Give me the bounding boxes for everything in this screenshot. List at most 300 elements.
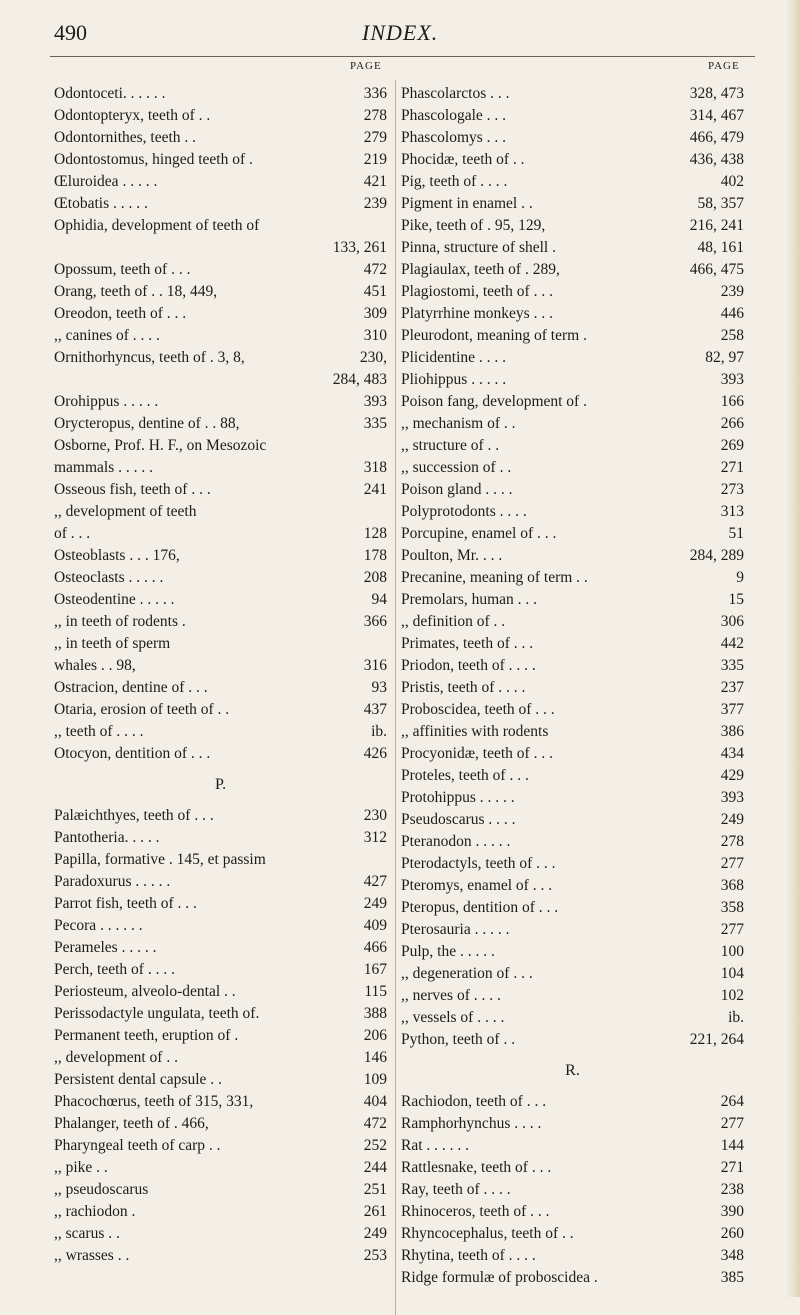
index-pages: 348 (718, 1245, 744, 1267)
index-entry (401, 1157, 744, 1179)
index-entry (54, 567, 387, 589)
index-pages: 230, (357, 347, 387, 369)
index-pages: 472 (361, 1113, 387, 1135)
index-pages: 437 (361, 699, 387, 721)
index-term: Orycteropus, dentine of . . 88, (54, 415, 240, 432)
index-pages: 253 (361, 1245, 387, 1267)
index-pages: 102 (718, 985, 744, 1007)
index-pages: 429 (718, 765, 744, 787)
index-entry (54, 827, 387, 849)
index-term: Ornithorhyncus, teeth of . 3, 8, (54, 349, 245, 366)
index-term: Pulp, the . . . . . (401, 943, 495, 960)
left-o-entries (54, 83, 387, 765)
index-pages: 388 (361, 1003, 387, 1025)
index-pages: 206 (361, 1025, 387, 1047)
index-term: Permanent teeth, eruption of . (54, 1027, 239, 1044)
index-term: Rhyncocephalus, teeth of . . (401, 1225, 574, 1242)
index-pages: 100 (718, 941, 744, 963)
index-entry (401, 1091, 744, 1113)
index-entry (401, 501, 744, 523)
index-term: ,, affinities with rodents (401, 723, 549, 740)
index-pages: 313 (718, 501, 744, 523)
index-pages: 466, 475 (687, 259, 744, 281)
index-pages: 260 (718, 1223, 744, 1245)
index-entry (401, 1179, 744, 1201)
index-entry (54, 435, 387, 457)
page-edge-shadow (786, 0, 800, 1297)
index-entry (401, 677, 744, 699)
index-term: Ridge formulæ of proboscidea . (401, 1269, 598, 1286)
index-term: Paradoxurus . . . . . (54, 873, 171, 890)
index-term: Ramphorhynchus . . . . (401, 1115, 542, 1132)
index-entry (401, 479, 744, 501)
index-pages: 366 (361, 611, 387, 633)
index-entry (401, 435, 744, 457)
index-pages: 273 (718, 479, 744, 501)
index-entry (54, 743, 387, 765)
index-entry (54, 479, 387, 501)
index-entry (54, 105, 387, 127)
index-term: Phascolarctos . . . (401, 85, 510, 102)
index-term: Rattlesnake, teeth of . . . (401, 1159, 552, 1176)
index-entry (401, 567, 744, 589)
index-entry (401, 369, 744, 391)
index-entry (54, 1201, 387, 1223)
index-term: Osseous fish, teeth of . . . (54, 481, 211, 498)
index-entry (54, 699, 387, 721)
index-entry (54, 959, 387, 981)
index-term: Otocyon, dentition of . . . (54, 745, 211, 762)
index-entry (401, 875, 744, 897)
index-pages: 48, 161 (695, 237, 745, 259)
index-pages: 393 (718, 369, 744, 391)
index-pages: 318 (361, 457, 387, 479)
section-heading-p: P. (214, 776, 227, 793)
index-pages: 466, 479 (687, 127, 744, 149)
index-entry (54, 655, 387, 677)
index-entry (401, 1245, 744, 1267)
index-term: Pig, teeth of . . . . (401, 173, 508, 190)
index-entry (401, 237, 744, 259)
index-pages: 15 (726, 589, 745, 611)
index-pages: 427 (361, 871, 387, 893)
index-entry (401, 149, 744, 171)
index-pages: 358 (718, 897, 744, 919)
index-term: Pleurodont, meaning of term . (401, 327, 587, 344)
index-term: Primates, teeth of . . . (401, 635, 534, 652)
index-term: Pterosauria . . . . . (401, 921, 510, 938)
index-entry (54, 523, 387, 545)
index-entry (401, 215, 744, 237)
index-pages: 219 (361, 149, 387, 171)
index-pages: 385 (718, 1267, 744, 1289)
index-pages: 409 (361, 915, 387, 937)
index-pages: 93 (369, 677, 388, 699)
index-pages: 166 (718, 391, 744, 413)
index-term: Odontornithes, teeth . . (54, 129, 197, 146)
index-term: of . . . (54, 525, 91, 542)
index-pages: 133, 261 (330, 237, 387, 259)
index-pages: 9 (733, 567, 744, 589)
index-term: Œtobatis . . . . . (54, 195, 148, 212)
index-term: ,, wrasses . . (54, 1247, 130, 1264)
index-term: Odontopteryx, teeth of . . (54, 107, 211, 124)
index-term: Plicidentine . . . . (401, 349, 507, 366)
index-entry (401, 1029, 744, 1051)
index-term: Otaria, erosion of teeth of . . (54, 701, 230, 718)
index-entry (54, 127, 387, 149)
index-pages: 216, 241 (687, 215, 744, 237)
index-term: ,, mechanism of . . (401, 415, 516, 432)
index-term: Pristis, teeth of . . . . (401, 679, 526, 696)
index-pages: 284, 289 (687, 545, 744, 567)
index-entry (54, 1003, 387, 1025)
index-pages: 269 (718, 435, 744, 457)
index-pages: 312 (361, 827, 387, 849)
index-pages: 241 (361, 479, 387, 501)
index-entry (401, 611, 744, 633)
index-entry (54, 1223, 387, 1245)
index-entry (401, 1201, 744, 1223)
index-term: Ophidia, development of teeth of (54, 217, 260, 234)
index-pages: 446 (718, 303, 744, 325)
index-pages: 278 (361, 105, 387, 127)
index-term: Proteles, teeth of . . . (401, 767, 529, 784)
index-term: Oreodon, teeth of . . . (54, 305, 187, 322)
index-pages: 393 (718, 787, 744, 809)
index-entry (401, 325, 744, 347)
index-entry (401, 699, 744, 721)
index-term: Pteromys, enamel of . . . (401, 877, 553, 894)
index-term: Orang, teeth of . . 18, 449, (54, 283, 218, 300)
index-term: Poulton, Mr. . . . (401, 547, 503, 564)
index-entry (401, 83, 744, 105)
index-pages: 128 (361, 523, 387, 545)
index-pages: 58, 357 (695, 193, 745, 215)
index-entry (401, 765, 744, 787)
right-r-entries (401, 1091, 744, 1289)
index-term: ,, structure of . . (401, 437, 500, 454)
index-pages: 393 (361, 391, 387, 413)
index-entry (401, 127, 744, 149)
index-pages: 328, 473 (687, 83, 744, 105)
index-entry (54, 849, 387, 871)
right-column (401, 83, 744, 1289)
index-pages: 271 (718, 1157, 744, 1179)
index-entry (401, 391, 744, 413)
index-entry (54, 721, 387, 743)
index-term: Procyonidæ, teeth of . . . (401, 745, 553, 762)
index-term: Odontoceti. . . . . . (54, 85, 166, 102)
index-term: Priodon, teeth of . . . . (401, 657, 536, 674)
index-term: Rat . . . . . . (401, 1137, 470, 1154)
index-pages: 426 (361, 743, 387, 765)
index-entry (54, 193, 387, 215)
index-entry (401, 721, 744, 743)
index-entry (401, 985, 744, 1007)
index-entry (54, 1135, 387, 1157)
index-term: Palæichthyes, teeth of . . . (54, 807, 214, 824)
index-pages: 277 (718, 853, 744, 875)
index-entry (401, 633, 744, 655)
index-entry (54, 1091, 387, 1113)
index-pages: 336 (361, 83, 387, 105)
index-entry (54, 915, 387, 937)
index-pages: 466 (361, 937, 387, 959)
index-term: Osteodentine . . . . . (54, 591, 175, 608)
index-pages: 306 (718, 611, 744, 633)
index-entry (54, 1025, 387, 1047)
index-entry (54, 611, 387, 633)
index-term: Pharyngeal teeth of carp . . (54, 1137, 221, 1154)
index-term: Perameles . . . . . (54, 939, 157, 956)
index-term: ,, degeneration of . . . (401, 965, 533, 982)
index-term: ,, rachiodon . (54, 1203, 136, 1220)
index-pages: 239 (361, 193, 387, 215)
index-term: Perissodactyle ungulata, teeth of. (54, 1005, 260, 1022)
index-pages: 271 (718, 457, 744, 479)
index-entry (54, 545, 387, 567)
index-entry (54, 633, 387, 655)
index-entry (401, 281, 744, 303)
index-term: Plagiaulax, teeth of . 289, (401, 261, 560, 278)
index-pages: 237 (718, 677, 744, 699)
index-pages: 249 (718, 809, 744, 831)
index-term: Œluroidea . . . . . (54, 173, 158, 190)
index-entry (54, 303, 387, 325)
index-term: Osteoclasts . . . . . (54, 569, 164, 586)
index-term: Pteropus, dentition of . . . (401, 899, 559, 916)
right-column-page-heading: PAGE (708, 60, 740, 72)
index-entry (401, 655, 744, 677)
index-term: ,, nerves of . . . . (401, 987, 501, 1004)
index-pages: 278 (718, 831, 744, 853)
index-term: Pterodactyls, teeth of . . . (401, 855, 556, 872)
index-term: Pteranodon . . . . . (401, 833, 511, 850)
index-entry (401, 787, 744, 809)
index-entry (54, 83, 387, 105)
index-pages: 402 (718, 171, 744, 193)
index-entry (54, 325, 387, 347)
index-pages: 386 (718, 721, 744, 743)
index-term: ,, pseudoscarus (54, 1181, 149, 1198)
index-pages: 261 (361, 1201, 387, 1223)
left-p-entries (54, 805, 387, 1267)
index-entry (54, 1245, 387, 1267)
index-pages: 249 (361, 893, 387, 915)
index-pages: 264 (718, 1091, 744, 1113)
index-entry (54, 501, 387, 523)
index-pages: 82, 97 (702, 347, 744, 369)
index-entry (401, 831, 744, 853)
section-heading-r: R. (565, 1062, 580, 1079)
index-pages: 238 (718, 1179, 744, 1201)
index-entry (54, 413, 387, 435)
index-pages: 277 (718, 919, 744, 941)
index-pages: 178 (361, 545, 387, 567)
index-term: Pike, teeth of . 95, 129, (401, 217, 546, 234)
index-pages: 434 (718, 743, 744, 765)
index-pages: 167 (361, 959, 387, 981)
index-entry (54, 893, 387, 915)
index-term: Perch, teeth of . . . . (54, 961, 175, 978)
index-entry (401, 743, 744, 765)
index-term: ,, in teeth of sperm (54, 635, 171, 652)
index-entry (401, 413, 744, 435)
index-pages: 279 (361, 127, 387, 149)
index-term: Opossum, teeth of . . . (54, 261, 191, 278)
index-pages: 335 (361, 413, 387, 435)
index-term: Protohippus . . . . . (401, 789, 515, 806)
index-entry (54, 369, 387, 391)
index-pages: 335 (718, 655, 744, 677)
index-term: ,, canines of . . . . (54, 327, 160, 344)
index-pages: 316 (361, 655, 387, 677)
index-term: Platyrrhine monkeys . . . (401, 305, 553, 322)
index-term: Pantotheria. . . . . (54, 829, 160, 846)
index-pages: 368 (718, 875, 744, 897)
column-divider (395, 80, 396, 1315)
index-pages: 144 (718, 1135, 744, 1157)
index-term: Periosteum, alveolo-dental . . (54, 983, 236, 1000)
index-entry (401, 523, 744, 545)
index-term: Osborne, Prof. H. F., on Mesozoic (54, 437, 267, 454)
index-entry (401, 963, 744, 985)
index-pages: 310 (361, 325, 387, 347)
index-term: Python, teeth of . . (401, 1031, 516, 1048)
index-entry (401, 809, 744, 831)
index-term: Porcupine, enamel of . . . (401, 525, 557, 542)
index-term: ,, in teeth of rodents . (54, 613, 186, 630)
index-pages: 472 (361, 259, 387, 281)
index-pages: 309 (361, 303, 387, 325)
index-term: whales . . 98, (54, 657, 136, 674)
index-pages: 421 (361, 171, 387, 193)
index-pages: 252 (361, 1135, 387, 1157)
index-pages: 266 (718, 413, 744, 435)
index-entry (54, 391, 387, 413)
index-entry (401, 303, 744, 325)
index-pages: 390 (718, 1201, 744, 1223)
index-term: Ostracion, dentine of . . . (54, 679, 208, 696)
index-pages: 451 (361, 281, 387, 303)
index-pages: 51 (726, 523, 745, 545)
index-entry (54, 981, 387, 1003)
index-entry (401, 259, 744, 281)
index-entry (401, 347, 744, 369)
index-entry (401, 853, 744, 875)
index-term: Pigment in enamel . . (401, 195, 533, 212)
index-term: Odontostomus, hinged teeth of . (54, 151, 253, 168)
index-pages: 277 (718, 1113, 744, 1135)
index-pages: 377 (718, 699, 744, 721)
index-term: Orohippus . . . . . (54, 393, 159, 410)
index-entry (401, 941, 744, 963)
index-entry (54, 171, 387, 193)
index-term: Pecora . . . . . . (54, 917, 143, 934)
index-term: Poison fang, development of . (401, 393, 587, 410)
index-term: ,, succession of . . (401, 459, 512, 476)
left-column-page-heading: PAGE (350, 60, 382, 72)
index-term: Osteoblasts . . . 176, (54, 547, 180, 564)
index-pages: ib. (368, 721, 387, 743)
left-column (54, 83, 387, 1267)
index-pages: 221, 264 (687, 1029, 744, 1051)
index-term: ,, teeth of . . . . (54, 723, 144, 740)
index-pages: 115 (361, 981, 387, 1003)
index-pages: 94 (369, 589, 388, 611)
index-term: ,, development of . . (54, 1049, 178, 1066)
index-term: Poison gland . . . . (401, 481, 513, 498)
index-term: Phalanger, teeth of . 466, (54, 1115, 209, 1132)
index-term: Phascolomys . . . (401, 129, 507, 146)
index-term: Polyprotodonts . . . . (401, 503, 527, 520)
index-pages: 230 (361, 805, 387, 827)
index-entry (401, 589, 744, 611)
index-entry (54, 1113, 387, 1135)
index-term: Pinna, structure of shell . (401, 239, 556, 256)
index-pages: 442 (718, 633, 744, 655)
index-entry (401, 193, 744, 215)
index-entry (54, 1047, 387, 1069)
index-term: Rhinoceros, teeth of . . . (401, 1203, 550, 1220)
index-term: Ray, teeth of . . . . (401, 1181, 511, 1198)
index-entry (54, 457, 387, 479)
index-pages: 249 (361, 1223, 387, 1245)
index-pages: 251 (361, 1179, 387, 1201)
index-term: Rachiodon, teeth of . . . (401, 1093, 547, 1110)
index-entry (401, 1007, 744, 1029)
index-pages: 104 (718, 963, 744, 985)
index-term: ,, development of teeth (54, 503, 197, 520)
index-entry (54, 149, 387, 171)
index-term: Papilla, formative . 145, et passim (54, 851, 266, 868)
index-pages: 258 (718, 325, 744, 347)
index-term: Persistent dental capsule . . (54, 1071, 222, 1088)
index-term: Pseudoscarus . . . . (401, 811, 516, 828)
index-pages: ib. (725, 1007, 744, 1029)
index-term: Proboscidea, teeth of . . . (401, 701, 555, 718)
index-entry (54, 1069, 387, 1091)
index-term: ,, definition of . . (401, 613, 506, 630)
index-entry (54, 347, 387, 369)
index-term: Phocidæ, teeth of . . (401, 151, 525, 168)
index-entry (401, 1223, 744, 1245)
index-entry (54, 1157, 387, 1179)
index-entry (54, 237, 387, 259)
index-term: ,, scarus . . (54, 1225, 120, 1242)
index-term: ,, pike . . (54, 1159, 108, 1176)
index-entry (401, 1135, 744, 1157)
index-entry (401, 919, 744, 941)
index-entry (401, 457, 744, 479)
index-pages: 314, 467 (687, 105, 744, 127)
index-entry (54, 677, 387, 699)
index-entry (54, 281, 387, 303)
index-pages: 436, 438 (687, 149, 744, 171)
index-term: Parrot fish, teeth of . . . (54, 895, 197, 912)
page-number: 490 (54, 20, 87, 45)
index-entry (401, 1113, 744, 1135)
index-term: Phascologale . . . (401, 107, 507, 124)
index-entry (401, 897, 744, 919)
index-term: mammals . . . . . (54, 459, 154, 476)
index-pages: 239 (718, 281, 744, 303)
index-pages: 284, 483 (330, 369, 387, 391)
index-entry (401, 105, 744, 127)
header-rule (50, 56, 755, 57)
index-entry (401, 171, 744, 193)
